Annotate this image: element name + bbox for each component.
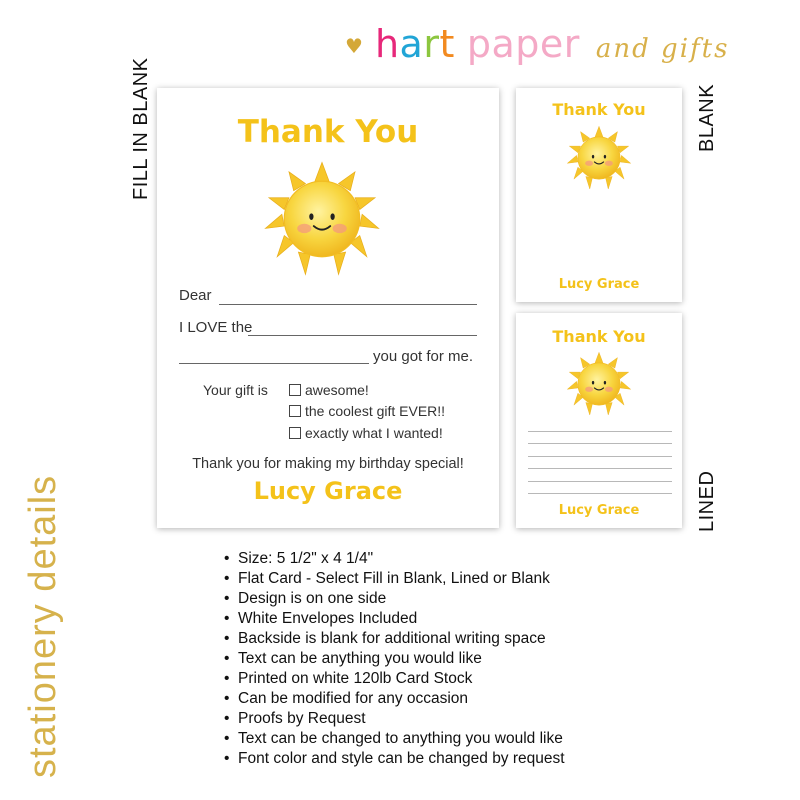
list-item: • Text can be anything you would like	[224, 649, 565, 669]
card-title: Thank You	[552, 100, 646, 119]
card-title: Thank You	[552, 327, 646, 346]
gift-option: awesome!	[289, 382, 369, 398]
dear-line	[219, 304, 477, 305]
gift-option: exactly what I wanted!	[289, 425, 443, 441]
writing-lines	[528, 419, 672, 494]
signature-name: Lucy Grace	[558, 503, 640, 518]
label-lined: LINED	[696, 470, 718, 532]
list-item: • Flat Card - Select Fill in Blank, Lined or Blank	[224, 569, 565, 589]
label-blank: BLANK	[696, 83, 718, 152]
sun-illustration	[566, 351, 632, 417]
gift-line	[179, 363, 369, 364]
i-love-label: I LOVE the	[179, 319, 253, 336]
you-got-for-me: you got for me.	[373, 348, 474, 365]
brand-word-paper: paper	[466, 22, 580, 66]
list-item: • Printed on white 120lb Card Stock	[224, 669, 565, 689]
label-fill-in-blank: FILL IN BLANK	[130, 57, 152, 200]
list-item: • White Envelopes Included	[224, 609, 565, 629]
checkbox-icon	[289, 405, 301, 417]
i-love-line	[248, 335, 477, 336]
list-item: • Text can be changed to anything you would like	[224, 729, 565, 749]
signature-name: Lucy Grace	[253, 477, 403, 505]
list-item: • Proofs by Request	[224, 709, 565, 729]
details-list	[224, 549, 565, 769]
stationery-details-title: stationery details	[22, 474, 64, 778]
list-item: • Font color and style can be changed by request	[224, 749, 565, 769]
sun-illustration	[566, 125, 632, 191]
list-item: • Can be modified for any occasion	[224, 689, 565, 709]
signature-name: Lucy Grace	[558, 277, 640, 292]
card-fill-in-blank	[157, 88, 499, 528]
checkbox-icon	[289, 384, 301, 396]
sun-illustration	[263, 160, 381, 278]
checkbox-icon	[289, 427, 301, 439]
dear-label: Dear	[179, 287, 212, 304]
card-lined	[516, 313, 682, 528]
brand-word-hart: hart	[374, 22, 455, 66]
your-gift-is-label: Your gift is	[203, 382, 268, 398]
heart-icon: ♥	[345, 34, 363, 58]
gift-option: the coolest gift EVER!!	[289, 403, 445, 419]
list-item: • Size: 5 1/2" x 4 1/4"	[224, 549, 565, 569]
closing-text: Thank you for making my birthday special!	[192, 456, 464, 472]
list-item: • Backside is blank for additional writing space	[224, 629, 565, 649]
brand-logo	[345, 22, 729, 72]
list-item: • Design is on one side	[224, 589, 565, 609]
card-title: Thank You	[237, 114, 419, 150]
card-blank	[516, 88, 682, 302]
brand-word-and-gifts: and gifts	[595, 34, 730, 64]
